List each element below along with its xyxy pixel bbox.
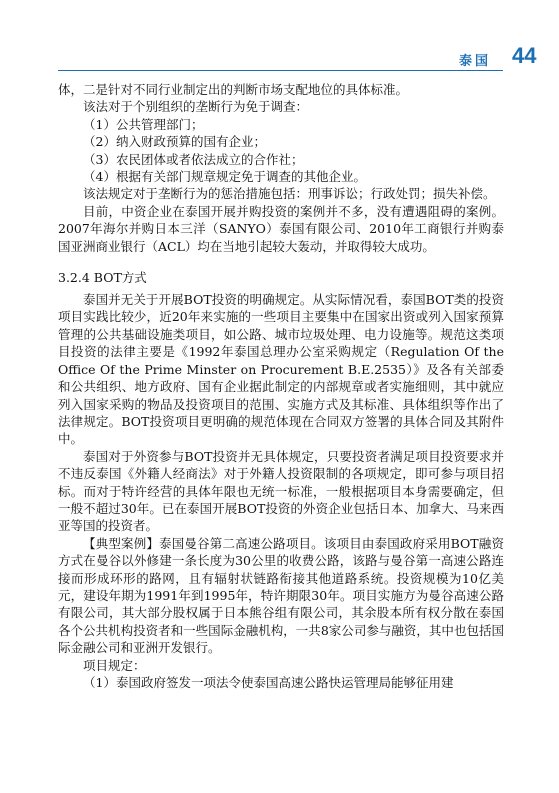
paragraph-exempt-intro: 该法对于个别组织的垄断行为免于调查： [83,99,309,115]
list-item: （4）根据有关部门规章规定免于调查的其他企业。 [83,169,366,185]
section-heading: 3.2.4 BOT方式 [58,270,147,286]
page-body [58,81,504,691]
paragraph-rule-1: （1）泰国政府签发一项法令使泰国高速公路快运管理局能够征用建 [83,675,454,690]
list-item: （2）纳入财政预算的国有企业； [83,134,266,150]
paragraph-project-rules: 项目规定： [83,657,146,673]
header-rule [58,70,503,71]
paragraph-penalties: 该法规定对于垄断行为的惩治措施包括：刑事诉讼；行政处罚；损失补偿。 [83,186,496,202]
page-header [0,43,559,76]
page-number: 44 [512,43,537,68]
paragraph-typical-case: 【典型案例】泰国曼谷第二高速公路项目。该项目由泰国政府采用BOT融资方式在曼谷以外修建一条长度为30公里的收费公路，该路与曼谷第一高速公路连接而形成环形的路网，且有辐射状链路衔接其他道路系统。投资规模为10亿美元，建设年期为1991年到1995年，特许期限30年。项目实施方为曼谷高速公路有限公司，其大部分股权属于日本熊谷组有限公司，其余股本所有权分散在泰国各个公共机构投资者和一些国际金融机构，一共8家公司参与融资，其中也包括国际金融公司和亚洲开发银行。 [58,535,504,656]
paragraph-continuation: 体，二是针对不同行业制定出的判断市场支配地位的具体标准。 [58,82,409,97]
list-item: （1）公共管理部门； [83,116,204,132]
header-country: 泰国 [459,54,492,69]
list-item: （3）农民团体或者依法成立的合作社； [83,151,304,167]
paragraph-bot-1: 泰国并无关于开展BOT投资的明确规定。从实际情况看，泰国BOT类的投资项目实践比较少，近20年来实施的一些项目主要集中在国家出资或列入国家预算管理的公共基础设施类项目，如公路、城市垃圾处理、电力设施等。规范这类项目投资的法律主要是《1992年泰国总理办公室采购规定（Regulation Of the Office Of the Prime Minster on Procurement B.E.2535）》及各有关部委和公共组织、地方政府、国有企业据此制定的内部规章或者实施细则，其中就应列入国家采购的物品及投资项目的范围、实施方式及其标准、具体组织等作出了法律规定。BOT投资项目更明确的规范体现在合同双方签署的具体合同及其附件中。 [58,292,504,447]
paragraph-cases: 目前，中资企业在泰国开展并购投资的案例并不多，没有遭遇阻碍的案例。2007年海尔并购日本三洋（SANYO）泰国有限公司、2010年工商银行并购泰国亚洲商业银行（ACL）均在当地引起较大轰动，并取得较大成功。 [58,203,504,254]
paragraph-bot-2: 泰国对于外资参与BOT投资并无具体规定，只要投资者满足项目投资要求并不违反泰国《外籍人经商法》对于外籍人投资限制的各项规定，即可参与项目招标。而对于特许经营的具体年限也无统一标准，一般根据项目本身需要确定，但一般不超过30年。已在泰国开展BOT投资的外资企业包括日本、加拿大、马来西亚等国的投资者。 [58,448,504,534]
